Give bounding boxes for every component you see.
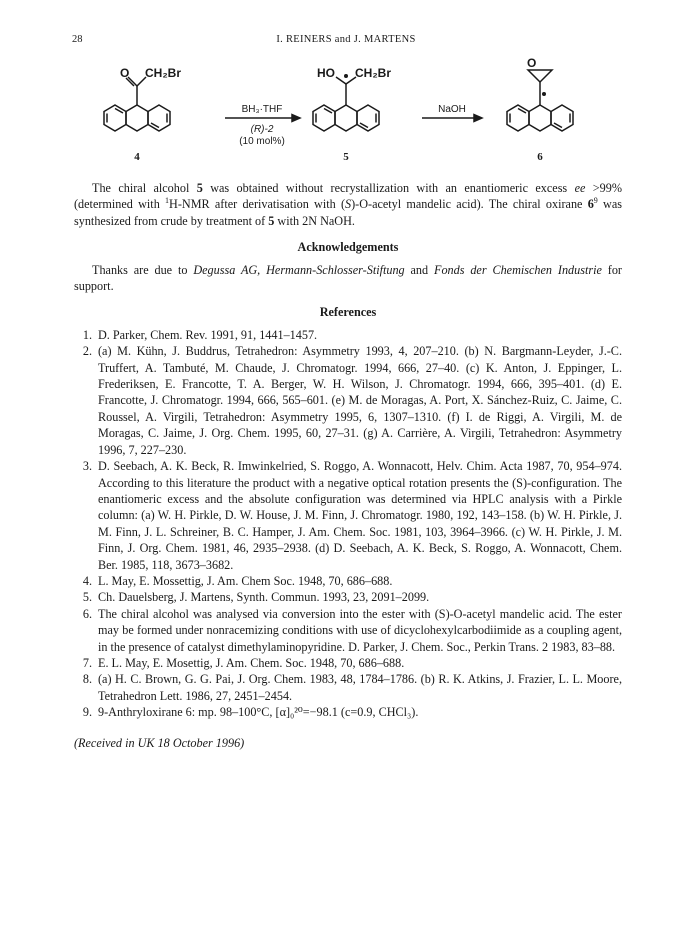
ketone-substituent: CH₂Br [145,66,181,80]
reference-item: 9. 9-Anthryloxirane 6: mp. 98–100°C, [α]₀²⁰=−98.1 (c=0.9, CHCl₃). [82,705,419,720]
reagent-catalyst: (R)-2 [250,124,274,135]
running-header [0,34,692,50]
reference-item: 2. (a) M. Kühn, J. Buddrus, Tetrahedron: Asymmetry 1993, 4, 207–210. (b) N. Bargmann-Leyder, J.-C. Truffert, A. Tambuté, M. Chaude, J. Chromatogr. 1994, 666, 27–40. (c) K. Anton, J. Eppinger, L. Frederiksen, E. Francotte, T. A. Berger, W. H. Wilson, J. Chromatogr. 1994, 666, 395–401. (d) E. Francotte, J. Chromatogr. 1994, 666, 565–601. (e) M. de Moragas, A. Port, X. Sánchez-Ruiz, C. Jaime, C. Roussel, A. Virgili, Tetrahedron: Asymmetry 1995, 6, 1307–1310. (f) I. de Riggi, A. Virgili, M. de Moragas, C. Jaime, J. Org. Chem. 1995, 60, 27–31. (g) A. Carrière, A. Virgili, Tetrahedron: Asymmetry 1996, 7, 227–230. [82,344,622,457]
reference-list [74,327,622,721]
article-body [74,180,622,751]
ketone-oxygen: O [120,66,130,80]
reference-item: 1. D. Parker, Chem. Rev. 1991, 91, 1441–1457. [82,327,318,342]
reagent-loading: (10 mol%) [239,136,285,147]
reference-item: 5. Ch. Dauelsberg, J. Martens, Synth. Commun. 1993, 23, 2091–2099. [82,590,430,605]
acknowledgements-heading: Acknowledgements [297,240,399,255]
alcohol-substituent: CH₂Br [355,66,391,80]
acknowledgements-text: Thanks are due to Degussa AG, Hermann-Schlosser-Stiftung and Fonds der Chemischen Industrie for support. [74,262,622,294]
stereocenter-dot-5 [344,74,348,78]
reference-item: 3. D. Seebach, A. K. Beck, R. Imwinkelried, S. Roggo, A. Wonnacott, Helv. Chim. Acta 1987, 70, 954–974. According to this literature the product with a negative optical rotation presents the (S)-configuration. The enantiomeric excess and the absolute configuration was determined via HPLC analysis with a Pirkle column: (a) W. H. Pirkle, D. W. House, J. M. Finn, J. Chromatogr. 1980, 192, 143–158. (b) W. H. Pirkle, J. M. Finn, J. L. Schreiner, B. C. Hamper, J. Am. Chem. Soc. 1981, 103, 3964–3966. (c) W. H. Pirkle, J. M. Finn, J. Org. Chem. 1981, 46, 2935–2938. (d) D. Seebach, A. K. Beck, S. Roggo, A. Wonnacott, Chem. Ber. 1985, 118, 3673–3682. [82,459,622,572]
reagent-naoh: NaOH [438,104,466,115]
reaction-arrow-2 [422,115,482,122]
reaction-scheme [70,50,630,178]
stereocenter-dot-6 [542,92,546,96]
reference-item: 8. (a) H. C. Brown, G. G. Pai, J. Org. Chem. 1983, 48, 1784–1786. (b) R. K. Atkins, J. Frazier, L. L. Moore, Tetrahedron Lett. 1986, 27, 2451–2454. [82,672,622,703]
running-title: I. REINERS and J. MARTENS [276,34,416,45]
reference-item: 7. E. L. May, E. Mosettig, J. Am. Chem. Soc. 1948, 70, 686–688. [82,655,405,670]
reaction-arrow-1 [225,115,300,122]
compound-label-5: 5 [343,151,349,163]
received-date: (Received in UK 18 October 1996) [74,735,245,750]
compound-label-6: 6 [537,151,543,163]
alcohol-hydroxyl: HO [317,66,335,80]
reference-item: 4. L. May, E. Mossettig, J. Am. Chem Soc. 1948, 70, 686–688. [82,573,393,588]
references-heading: References [319,305,377,320]
page-number: 28 [72,34,83,45]
anthracene-4-structure [104,77,170,131]
oxirane-oxygen: O [527,56,537,70]
anthracene-6-structure [507,70,573,131]
reagent-borane: BH₃·THF [241,104,283,115]
anthracene-5-structure [313,77,379,131]
compound-label-4: 4 [134,151,140,163]
reference-item: 6. The chiral alcohol was analysed via conversion into the ester with (S)-O-acetyl mandelic acid. The ester may be formed under nonracemizing conditions with use of dicyclohexylcarbodiimide as a coupling agent, in the presence of catalyst dimethylaminopyridine. D. Parker, J. Chem. Soc., Perkin Trans. 2 1983, 83–88. [82,606,622,654]
body-paragraph: The chiral alcohol 5 was obtained without recrystallization with an enantiomeric excess ee >99% (determined with $^1$H-NMR after derivatisation with (S)-O-acetyl mandelic acid). The chiral oxirane $6^9$ was synthesized from crude by treatment of 5 with 2N NaOH. [74,181,622,228]
